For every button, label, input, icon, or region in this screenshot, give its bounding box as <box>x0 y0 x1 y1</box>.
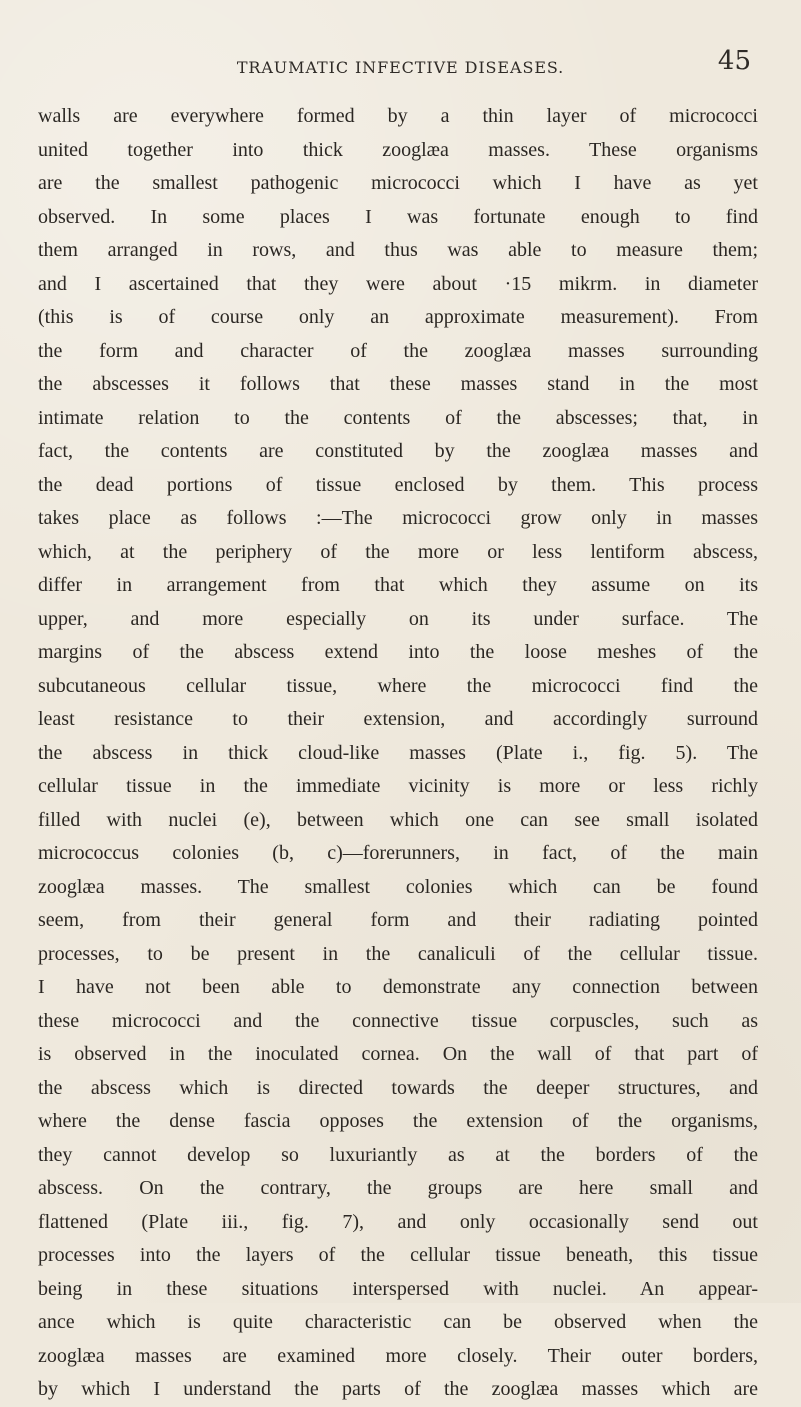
text-line: cellular tissue in the immediate vicinity is more or less richly <box>38 775 758 797</box>
text-line: and I ascertained that they were about ·15 mikrm. in diameter <box>38 272 758 295</box>
text-line: the dead portions of tissue enclosed by them. This process <box>38 473 758 496</box>
text-line: I have not been able to demonstrate any connection between <box>38 976 758 998</box>
text-line: the abscess in thick cloud-like masses (Plate i., fig. 5). The <box>38 741 758 764</box>
page-number: 45 <box>717 46 751 76</box>
text-line: (this is of course only an approximate measurement). From <box>38 306 758 328</box>
text-line: by which I understand the parts of the zooglæa masses which are <box>38 1378 758 1400</box>
text-line: where the dense fascia opposes the extension of the organisms, <box>38 1110 758 1132</box>
text-line: are the smallest pathogenic micrococci which I have as yet <box>38 172 758 194</box>
text-line: intimate relation to the contents of the abscesses; that, in <box>38 406 758 429</box>
text-line: zooglæa masses. The smallest colonies which can be found <box>38 875 758 898</box>
text-line: abscess. On the contrary, the groups are here small and <box>38 1177 758 1199</box>
text-line: micrococcus colonies (b, c)—forerunners, in fact, of the main <box>38 842 758 864</box>
text-line: seem, from their general form and their radiating pointed <box>38 909 758 931</box>
text-line: walls are everywhere formed by a thin layer of micrococci <box>38 105 758 127</box>
text-line: the abscess which is directed towards the deeper structures, and <box>38 1076 758 1099</box>
text-line: is observed in the inoculated cornea. On the wall of that part of <box>38 1043 758 1065</box>
text-line: processes into the layers of the cellular tissue beneath, this tissue <box>38 1244 758 1266</box>
text-line: processes, to be present in the canaliculi of the cellular tissue. <box>38 942 758 965</box>
text-line: they cannot develop so luxuriantly as at the borders of the <box>38 1143 758 1166</box>
text-line: upper, and more especially on its under surface. The <box>38 607 758 630</box>
text-line: united together into thick zooglæa masses. These organisms <box>38 138 758 161</box>
text-line: least resistance to their extension, and accordingly surround <box>38 708 758 730</box>
text-line: which, at the periphery of the more or less lentiform abscess, <box>38 540 758 563</box>
text-line: ance which is quite characteristic can be observed when the <box>38 1311 758 1333</box>
text-line: differ in arrangement from that which they assume on its <box>38 574 758 596</box>
text-line: zooglæa masses are examined more closely. Their outer borders, <box>38 1344 758 1367</box>
running-header <box>0 46 801 88</box>
running-title: TRAUMATIC INFECTIVE DISEASES. <box>236 58 565 77</box>
text-line: margins of the abscess extend into the loose meshes of the <box>38 641 758 663</box>
text-line: these micrococci and the connective tissue corpuscles, such as <box>38 1009 758 1032</box>
text-line: the form and character of the zooglæa masses surrounding <box>38 339 758 362</box>
text-line: fact, the contents are constituted by the zooglæa masses and <box>38 440 758 462</box>
text-line: takes place as follows :—The micrococci grow only in masses <box>38 507 758 529</box>
text-line: the abscesses it follows that these masses stand in the most <box>38 373 758 395</box>
text-line: being in these situations interspersed with nuclei. An appear- <box>38 1277 758 1300</box>
text-line: flattened (Plate iii., fig. 7), and only occasionally send out <box>38 1210 758 1233</box>
text-line: subcutaneous cellular tissue, where the micrococci find the <box>38 674 758 697</box>
text-line: them arranged in rows, and thus was able to measure them; <box>38 239 758 261</box>
text-line: observed. In some places I was fortunate enough to find <box>38 205 758 228</box>
text-line: filled with nuclei (e), between which one can see small isolated <box>38 808 758 831</box>
body-text <box>38 100 758 1407</box>
